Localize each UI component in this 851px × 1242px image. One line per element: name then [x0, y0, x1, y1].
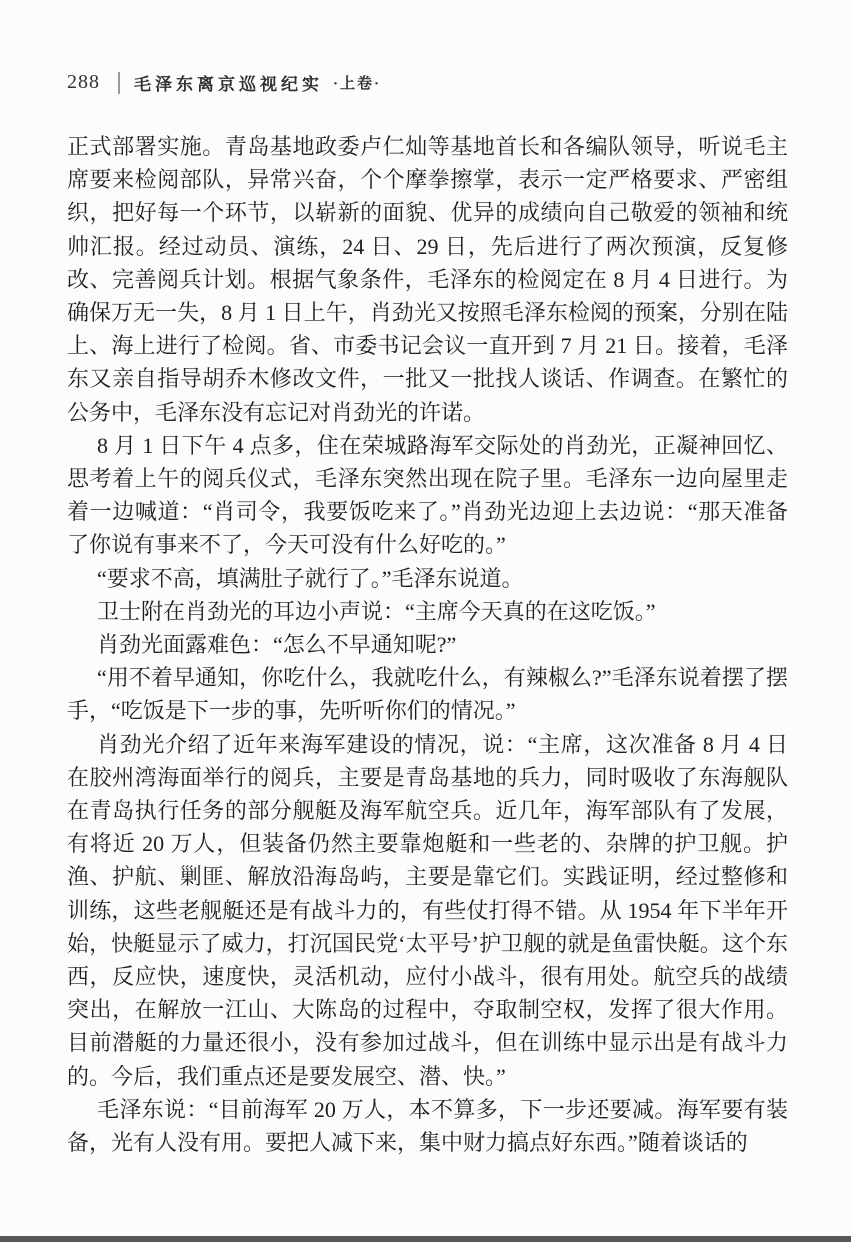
paragraph: “用不着早通知，你吃什么，我就吃什么，有辣椒么?”毛泽东说着摆了摆手，“吃饭是下一步的事，先听听你们的情况。” — [67, 665, 788, 724]
paragraph: “要求不高，填满肚子就行了。”毛泽东说道。 — [97, 565, 524, 591]
paragraph: 卫士附在肖劲光的耳边小声说：“主席今天真的在这吃饭。” — [97, 598, 656, 624]
page-number: 288 — [67, 71, 100, 93]
paragraph: 肖劲光面露难色：“怎么不早通知呢?” — [97, 632, 457, 658]
body-text — [67, 130, 788, 1159]
book-title: 毛泽东离京巡视纪实 — [134, 75, 323, 94]
page-bottom-edge — [0, 1236, 851, 1242]
paragraph: 正式部署实施。青岛基地政委卢仁灿等基地首长和各编队领导，听说毛主席要来检阅部队，异常兴奋，个个摩拳擦掌，表示一定严格要求、严密组织，把好每一个环节，以崭新的面貌、优异的成绩向自己敬爱的领袖和统帅汇报。经过动员、演练，24 日、29 日，先后进行了两次预演，反复修改、完善阅兵计划。根据气象条件，毛泽东的检阅定在 8 月 4 日进行。为确保万无一失，8 月 1 日上午，肖劲光又按照毛泽东检阅的预案，分别在陆上、海上进行了检阅。省、市委书记会议一直开到 7 月 21 日。接着，毛泽东又亲自指导胡乔木修改文件，一批又一批找人谈话、作调查。在繁忙的公务中，毛泽东没有忘记对肖劲光的许诺。 — [67, 134, 788, 425]
header-divider — [118, 72, 120, 94]
running-header — [67, 70, 784, 95]
paragraph: 毛泽东说：“目前海军 20 万人，本不算多，下一步还要减。海军要有装备，光有人没有用。要把人减下来，集中财力搞点好东西。”随着谈话的 — [67, 1096, 788, 1156]
paragraph: 8 月 1 日下午 4 点多，住在荣城路海军交际处的肖劲光，正凝神回忆、思考着上午的阅兵仪式，毛泽东突然出现在院子里。毛泽东一边向屋里走着一边喊道：“肖司令，我要饭吃来了。”肖劲光边迎上去边说：“那天准备了你说有事来不了，今天可没有什么好吃的。” — [67, 432, 788, 558]
volume-label: ·上卷· — [333, 76, 382, 92]
paragraph: 肖劲光介绍了近年来海军建设的情况，说：“主席，这次准备 8 月 4 日在胶州湾海面举行的阅兵，主要是青岛基地的兵力，同时吸收了东海舰队在青岛执行任务的部分舰艇及海军航空兵。近几年，海军部队有了发展，有将近 20 万人，但装备仍然主要靠炮艇和一些老的、杂牌的护卫舰。护渔、护航、剿匪、解放沿海岛屿，主要是靠它们。实践证明，经过整修和训练，这些老舰艇还是有战斗力的，有些仗打得不错。从 1954 年下半年开始，快艇显示了威力，打沉国民党‘太平号’护卫舰的就是鱼雷快艇。这个东西，反应快，速度快，灵活机动，应付小战斗，很有用处。航空兵的战绩突出，在解放一江山、大陈岛的过程中，夺取制空权，发挥了很大作用。目前潜艇的力量还很小，没有参加过战斗，但在训练中显示出是有战斗力的。今后，我们重点还是要发展空、潜、快。” — [67, 731, 788, 1089]
